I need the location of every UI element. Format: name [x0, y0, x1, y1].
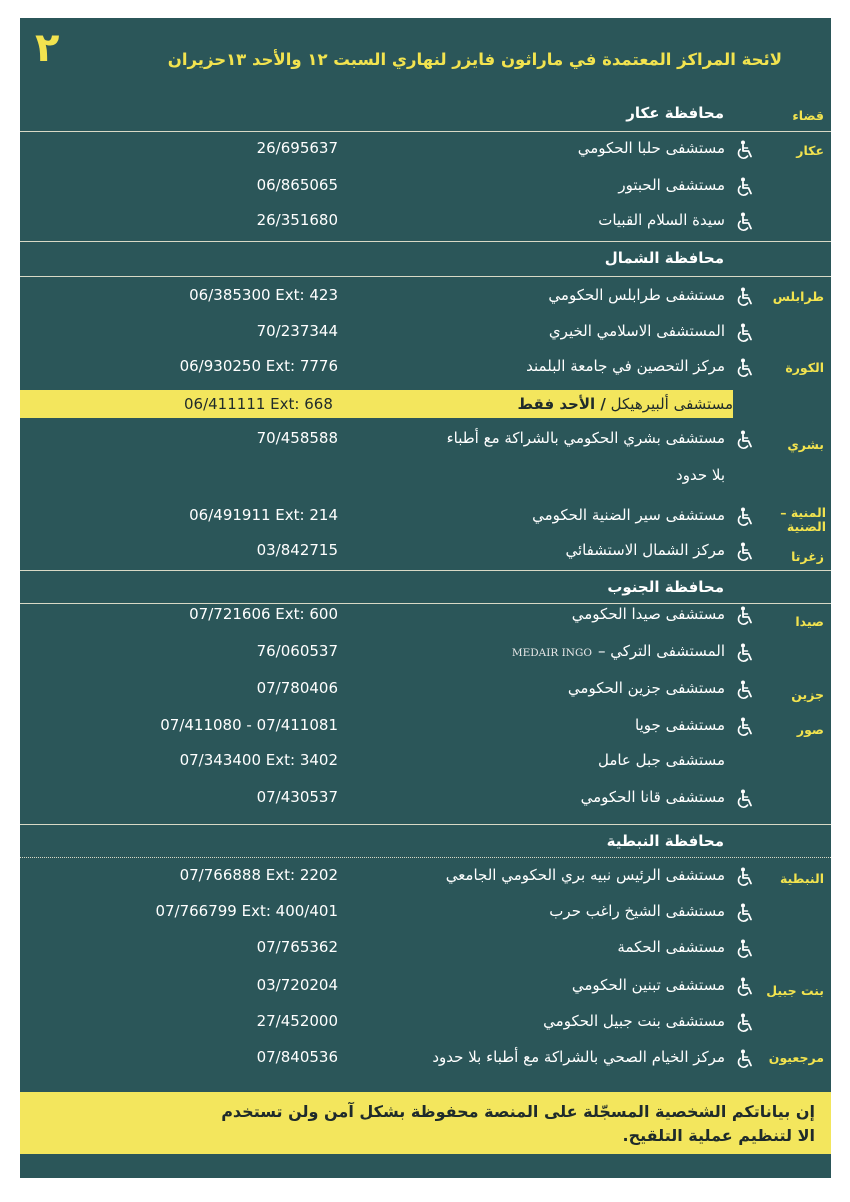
center-phone: 07/766799 Ext: 400/401 — [155, 902, 338, 920]
center-name: بلا حدود — [676, 466, 725, 484]
district-zgharta: زغرتا — [791, 549, 824, 564]
divider — [20, 570, 831, 571]
wheelchair-icon — [736, 977, 754, 997]
center-name: مستشفى حلبا الحكومي — [577, 139, 725, 157]
wheelchair-icon — [736, 717, 754, 737]
wheelchair-icon — [736, 867, 754, 887]
center-phone: 06/385300 Ext: 423 — [189, 286, 338, 304]
wheelchair-icon — [736, 939, 754, 959]
wheelchair-icon — [736, 606, 754, 626]
divider — [20, 131, 831, 132]
center-phone: 26/351680 — [256, 211, 338, 229]
district-sour: صور — [796, 722, 824, 737]
center-name: مستشفى ألبيرهيكل / الأحد فقط — [517, 395, 733, 413]
page-number: ٢ — [35, 25, 60, 71]
page-title: لائحة المراكز المعتمدة في ماراثون فايزر لنهاري السبت ١٢ والأحد ١٣حزيران — [167, 50, 782, 69]
district-bsharri: بشري — [787, 437, 824, 452]
center-name: مستشفى بنت جبيل الحكومي — [543, 1012, 725, 1030]
highlighted-row — [20, 390, 733, 418]
wheelchair-icon — [736, 643, 754, 663]
divider — [20, 241, 831, 242]
center-name: مستشفى قانا الحكومي — [580, 788, 725, 806]
wheelchair-icon — [736, 1013, 754, 1033]
center-phone: 03/720204 — [256, 976, 338, 994]
notice-line-1: إن بياناتكم الشخصية المسجّلة على المنصة محفوظة بشكل آمن ولن تستخدم — [221, 1102, 815, 1121]
center-name: مركز التحصين في جامعة البلمند — [526, 357, 725, 375]
district-nabatieh: النبطية — [779, 871, 824, 886]
center-phone: 07/411080 - 07/411081 — [160, 716, 338, 734]
district-koura: الكورة — [785, 360, 824, 375]
wheelchair-icon — [736, 680, 754, 700]
district-marjayoun: مرجعيون — [768, 1050, 824, 1065]
wheelchair-icon — [736, 140, 754, 160]
organization-label: MEDAIR INGO — [511, 647, 592, 659]
center-phone: 07/343400 Ext: 3402 — [179, 751, 338, 769]
governorate-nabatieh: محافظة النبطية — [606, 832, 724, 850]
governorate-south: محافظة الجنوب — [607, 578, 724, 596]
wheelchair-icon — [736, 542, 754, 562]
wheelchair-icon — [736, 323, 754, 343]
center-phone: 06/865065 — [256, 176, 338, 194]
privacy-notice — [20, 1092, 831, 1154]
center-phone: 27/452000 — [256, 1012, 338, 1030]
center-phone: 07/765362 — [256, 938, 338, 956]
wheelchair-icon — [736, 358, 754, 378]
center-phone: 03/842715 — [256, 541, 338, 559]
district-akkar: عكار — [796, 143, 824, 158]
center-name: مستشفى الشيخ راغب حرب — [549, 902, 725, 920]
divider — [20, 857, 831, 858]
center-name: المستشفى التركي –MEDAIR INGO — [511, 642, 725, 660]
center-phone: 07/780406 — [256, 679, 338, 697]
district-bint-jbeil: بنت جبيل — [766, 983, 824, 998]
district-saida: صيدا — [795, 614, 824, 629]
wheelchair-icon — [736, 903, 754, 923]
center-phone: 26/695637 — [256, 139, 338, 157]
wheelchair-icon — [736, 212, 754, 232]
center-name: مستشفى سير الضنية الحكومي — [532, 506, 725, 524]
center-phone: 76/060537 — [256, 642, 338, 660]
center-phone: 06/411111 Ext: 668 — [184, 395, 333, 413]
sunday-only-note: / الأحد فقط — [517, 395, 606, 413]
center-name: مستشفى الحكمة — [617, 938, 725, 956]
center-name: مستشفى تبنين الحكومي — [571, 976, 725, 994]
center-phone: 07/430537 — [256, 788, 338, 806]
governorate-akkar: محافظة عكار — [626, 104, 724, 122]
center-name: مستشفى طرابلس الحكومي — [548, 286, 725, 304]
center-name: مركز الشمال الاستشفائي — [565, 541, 725, 559]
center-phone: 70/237344 — [256, 322, 338, 340]
center-phone: 07/721606 Ext: 600 — [189, 605, 338, 623]
center-name: مستشفى الرئيس نبيه بري الحكومي الجامعي — [445, 866, 725, 884]
district-jezzine: جزين — [791, 687, 824, 702]
wheelchair-icon — [736, 1049, 754, 1069]
wheelchair-icon — [736, 507, 754, 527]
center-phone: 06/930250 Ext: 7776 — [179, 357, 338, 375]
center-name: مركز الخيام الصحي بالشراكة مع أطباء بلا حدود — [432, 1048, 725, 1066]
center-phone: 07/840536 — [256, 1048, 338, 1066]
center-name: المستشفى الاسلامي الخيري — [548, 322, 725, 340]
center-name: مستشفى جزين الحكومي — [567, 679, 725, 697]
center-name: مستشفى جويا — [635, 716, 725, 734]
district-tripoli: طرابلس — [772, 289, 824, 304]
divider — [20, 824, 831, 825]
divider — [20, 603, 831, 604]
wheelchair-icon — [736, 287, 754, 307]
divider — [20, 276, 831, 277]
governorate-north: محافظة الشمال — [604, 249, 724, 267]
district-header: قضاء — [792, 108, 824, 123]
center-phone: 06/491911 Ext: 214 — [189, 506, 338, 524]
center-name: مستشفى بشري الحكومي بالشراكة مع أطباء — [446, 429, 725, 447]
center-phone: 07/766888 Ext: 2202 — [179, 866, 338, 884]
center-name: مستشفى جبل عامل — [597, 751, 725, 769]
center-phone: 70/458588 — [256, 429, 338, 447]
center-name: مستشفى الحبتور — [618, 176, 725, 194]
notice-line-2: الا لتنظيم عملية التلقيح. — [622, 1126, 815, 1145]
wheelchair-icon — [736, 430, 754, 450]
wheelchair-icon — [736, 789, 754, 809]
district-minieh: المنية – الضنية — [780, 505, 826, 534]
center-name: سيدة السلام القبيات — [598, 211, 725, 229]
wheelchair-icon — [736, 177, 754, 197]
center-name: مستشفى صيدا الحكومي — [571, 605, 725, 623]
